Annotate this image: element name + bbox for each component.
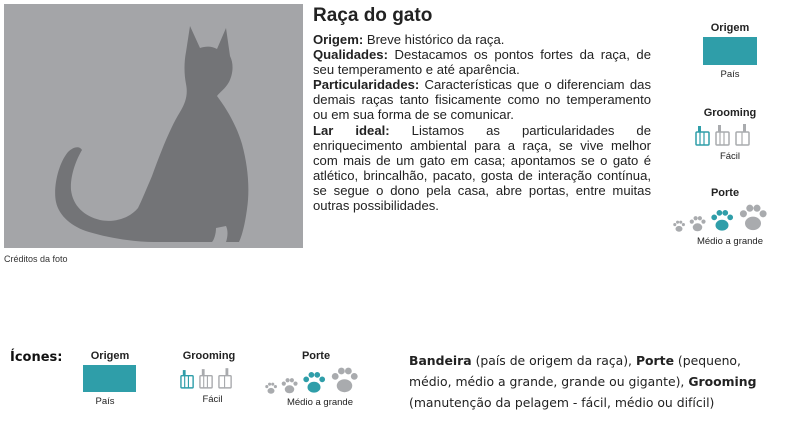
- clipper-icon: [218, 368, 233, 389]
- paw-icon-medium: [280, 376, 299, 395]
- grooming-tools: [695, 124, 751, 146]
- section-label: Lar ideal:: [313, 122, 390, 138]
- breed-title: Raça do gato: [313, 5, 433, 26]
- legend-bold: Porte: [635, 353, 674, 368]
- paw-icon-medium: [688, 214, 707, 233]
- flag-icon: [703, 37, 757, 65]
- section-particularidades: [313, 77, 651, 122]
- paw-icon-large: [737, 201, 769, 233]
- grooming-caption: Fácil: [719, 151, 741, 162]
- section-label: Qualidades:: [313, 47, 388, 63]
- legend-title: Ícones:: [10, 350, 63, 365]
- section-text: Características que o diferenciam das demais raças tanto fisicamente como no temperamento ou em sua forma de se comunicar.: [313, 77, 651, 123]
- grooming-label: Grooming: [703, 107, 757, 119]
- paw-icon-small: [672, 219, 686, 233]
- legend-part: (país de origem da raça),: [471, 353, 636, 368]
- legend-size-paws: [264, 364, 360, 395]
- cat-silhouette-icon: [4, 4, 303, 248]
- section-label: Particularidades:: [313, 77, 420, 93]
- porte-caption: Médio a grande: [696, 236, 764, 247]
- origem-label: Origem: [710, 22, 750, 34]
- porte-label: Porte: [710, 187, 740, 199]
- legend-origem-label: Origem: [90, 350, 130, 362]
- origem-caption: País: [720, 69, 740, 80]
- paw-icon-medium-large: [301, 369, 327, 395]
- section-label: Origem:: [313, 32, 364, 47]
- paw-icon-medium-large: [709, 207, 735, 233]
- section-lar-ideal: [313, 123, 651, 214]
- breed-description: [313, 32, 651, 213]
- paw-icon-large: [329, 364, 360, 395]
- legend-part: (manutenção da pelagem - fácil, médio ou difícil): [409, 395, 715, 410]
- legend-flag-icon: [83, 365, 136, 392]
- legend-grooming-tools: [180, 368, 233, 389]
- size-paws: [672, 201, 769, 233]
- section-origem: [313, 32, 651, 47]
- legend-bold: Bandeira: [409, 353, 472, 368]
- legend-part: (pequeno, médio, médio a grande, grande ou gigante),: [409, 353, 741, 389]
- cat-photo: [4, 4, 303, 248]
- legend-grooming-label: Grooming: [182, 350, 236, 362]
- legend-origem-caption: País: [95, 396, 115, 407]
- legend-porte-caption: Médio a grande: [286, 397, 354, 408]
- clipper-icon: [735, 124, 751, 146]
- legend-bold: Grooming: [688, 374, 757, 389]
- section-text: Breve histórico da raça.: [363, 32, 505, 47]
- section-qualidades: [313, 47, 651, 77]
- brush-icon: [199, 368, 214, 389]
- legend-explanation: [409, 350, 779, 413]
- section-text: Listamos as particularidades de enriquecimento ambiental para a raça, se vive melhor com mais de um gato em casa; apontamos se o gato é atlético, brincalhão, pacato, gosta de interação contínua, se segue o dono pela casa, abre portas, entre muitas outras possibilidades.: [313, 122, 652, 214]
- comb-icon: [180, 368, 195, 389]
- brush-icon: [715, 124, 731, 146]
- legend-porte-label: Porte: [301, 350, 331, 362]
- paw-icon-small: [264, 381, 278, 395]
- comb-icon: [695, 124, 711, 146]
- section-text: Destacamos os pontos fortes da raça, de seu temperamento e até aparência.: [313, 47, 651, 78]
- legend-grooming-caption: Fácil: [202, 394, 223, 405]
- photo-credits[interactable]: Créditos da foto: [4, 254, 68, 264]
